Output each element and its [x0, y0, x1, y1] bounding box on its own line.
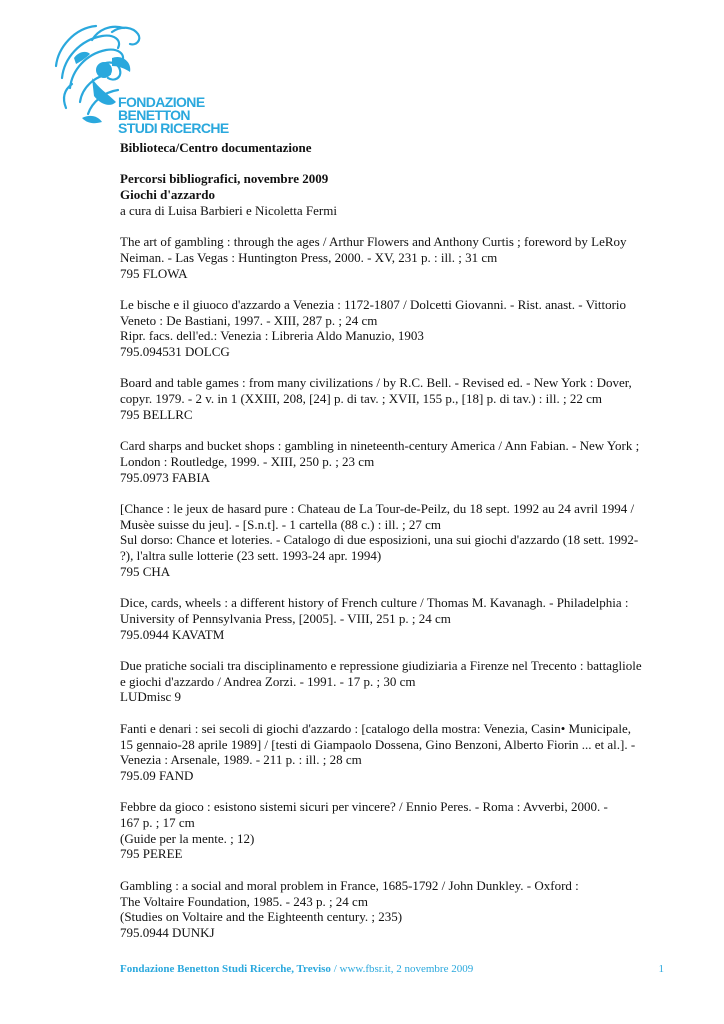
- entry-line: 795 FLOWA: [120, 265, 188, 281]
- entry-line: Board and table games : from many civilizations / by R.C. Bell. - Revised ed. - New York : Dover,: [120, 375, 632, 391]
- logo-line: FONDAZIONE: [118, 94, 205, 110]
- bibliography-entry: [120, 878, 660, 941]
- topic-title: Giochi d'azzardo: [120, 187, 215, 203]
- library-heading: Biblioteca/Centro documentazione: [120, 140, 312, 155]
- bibliography-entry: [120, 375, 660, 422]
- bibliography-entry: [120, 501, 660, 580]
- series-title: Percorsi bibliografici, novembre 2009: [120, 171, 329, 187]
- entry-line: The art of gambling : through the ages / Arthur Flowers and Anthony Curtis ; foreword by LeRoy: [120, 234, 627, 250]
- entry-line: ?), l'altra sulle lotterie (23 sett. 1993-24 apr. 1994): [120, 548, 382, 564]
- entry-line: 795 CHA: [120, 563, 171, 579]
- entry-line: 795.0944 KAVATM: [120, 626, 225, 642]
- entry-line: 795.0973 FABIA: [120, 469, 211, 485]
- entry-line: Dice, cards, wheels : a different history of French culture / Thomas M. Kavanagh. - Philadelphia :: [120, 595, 629, 611]
- page-number: 1: [658, 963, 664, 975]
- bibliography-entry: [120, 721, 660, 784]
- page-footer: [120, 963, 664, 975]
- bibliography-entry: [120, 658, 660, 705]
- bibliography-list: [120, 234, 660, 941]
- footer-text: [120, 963, 473, 975]
- entry-line: LUDmisc 9: [120, 689, 182, 705]
- bibliography-entry: [120, 595, 660, 642]
- curators-line: a cura di Luisa Barbieri e Nicoletta Fermi: [120, 202, 337, 218]
- entry-line: 795.09 FAND: [120, 767, 194, 783]
- entry-line: Ripr. facs. dell'ed.: Venezia : Libreria Aldo Manuzio, 1903: [120, 328, 424, 344]
- entry-line: Febbre da gioco : esistono sistemi sicuri per vincere? / Ennio Peres. - Roma : Avverbi, 2000. -: [120, 799, 608, 815]
- entry-line: Veneto : De Bastiani, 1997. - XIII, 287 p. ; 24 cm: [120, 312, 378, 328]
- entry-line: e giochi d'azzardo / Andrea Zorzi. - 1991. - 17 p. ; 30 cm: [120, 673, 416, 689]
- entry-line: Gambling : a social and moral problem in France, 1685-1792 / John Dunkley. - Oxford :: [120, 877, 579, 893]
- logo-wordmark: [118, 96, 229, 135]
- bibliography-entry: [120, 799, 660, 862]
- entry-line: 795 PEREE: [120, 846, 183, 862]
- entry-line: Card sharps and bucket shops : gambling in nineteenth-century America / Ann Fabian. - New York ;: [120, 438, 640, 454]
- bibliography-entry: [120, 234, 660, 281]
- logo-line: BENETTON: [118, 107, 190, 123]
- entry-line: Neiman. - Las Vegas : Huntington Press, 2000. - XV, 231 p. : ill. ; 31 cm: [120, 249, 498, 265]
- entry-line: London : Routledge, 1999. - XIII, 250 p. ; 23 cm: [120, 453, 375, 469]
- entry-line: 795 BELLRC: [120, 406, 193, 422]
- entry-line: The Voltaire Foundation, 1985. - 243 p. ; 24 cm: [120, 893, 368, 909]
- bibliography-entry: [120, 297, 660, 360]
- entry-line: Venezia : Arsenale, 1989. - 211 p. : ill. ; 28 cm: [120, 752, 362, 768]
- entry-line: Fanti e denari : sei secoli di giochi d'azzardo : [catalogo della mostra: Venezia, Casin• Municipale,: [120, 720, 631, 736]
- foundation-logo: [52, 18, 229, 136]
- entry-line: 167 p. ; 17 cm: [120, 815, 195, 831]
- entry-line: [Chance : le jeux de hasard pure : Chateau de La Tour-de-Peilz, du 18 sept. 1992 au 24 avril 1994 /: [120, 501, 635, 517]
- entry-line: Due pratiche sociali tra disciplinamento e repressione giudiziaria a Firenze nel Trecento : battagliole: [120, 658, 642, 674]
- footer-org: Fondazione Benetton Studi Ricerche, Treviso: [120, 963, 331, 975]
- entry-line: 795.094531 DOLCG: [120, 344, 230, 360]
- entry-line: (Guide per la mente. ; 12): [120, 830, 255, 846]
- document-body: [120, 140, 660, 956]
- logo-line: STUDI RICERCHE: [118, 120, 229, 136]
- bibliography-entry: [120, 438, 660, 485]
- entry-line: Le bische e il giuoco d'azzardo a Venezia : 1172-1807 / Dolcetti Giovanni. - Rist. anast. - Vittorio: [120, 296, 627, 312]
- entry-line: (Studies on Voltaire and the Eighteenth century. ; 235): [120, 909, 403, 925]
- entry-line: Musèe suisse du jeu]. - [S.n.t]. - 1 cartella (88 c.) : ill. ; 27 cm: [120, 516, 441, 532]
- entry-line: 795.0944 DUNKJ: [120, 924, 215, 940]
- entry-line: University of Pennsylvania Press, [2005]. - VIII, 251 p. ; 24 cm: [120, 610, 451, 626]
- entry-line: copyr. 1979. - 2 v. in 1 (XXIII, 208, [24] p. di tav. ; XVII, 155 p., [18] p. di tav.) : ill. ; 22 cm: [120, 391, 603, 407]
- entry-line: Sul dorso: Chance et loteries. - Catalogo di due esposizioni, una sui giochi d'azzardo (18 sett. 1992-: [120, 532, 639, 548]
- footer-site-date: / www.fbsr.it, 2 novembre 2009: [330, 963, 474, 975]
- entry-line: 15 gennaio-28 aprile 1989] / [testi di Giampaolo Dossena, Gino Benzoni, Alberto Fiorin ... et al.]. -: [120, 736, 636, 752]
